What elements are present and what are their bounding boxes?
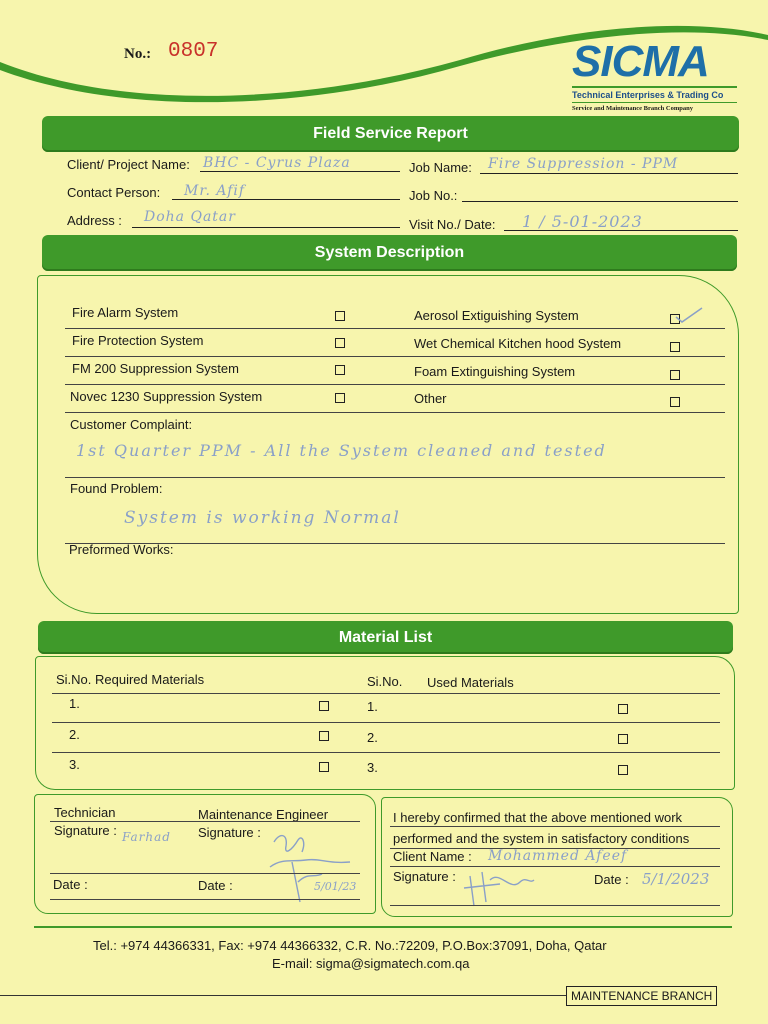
required-row-3: 3. [69,757,80,772]
technician-date-label: Date : [53,877,88,892]
contact-person-label: Contact Person: [67,185,161,200]
used-row-1-checkbox[interactable] [618,704,628,714]
visit-date-value: 1 / 5-01-2023 [522,212,643,231]
company-name: Technical Enterprises & Trading Co [572,90,724,100]
client-project-value: BHC - Cyrus Plaza [203,155,351,171]
used-sino-header: Si.No. [367,674,403,689]
confirmation-text-line-1: I hereby confirmed that the above mentioned work [393,810,683,825]
engineer-date-value: 5/01/23 [314,880,357,893]
contact-person-value: Mr. Afif [184,183,246,199]
address-label: Address : [67,213,122,228]
used-row-3-checkbox[interactable] [618,765,628,775]
required-row-2: 2. [69,727,80,742]
footer-email-line: E-mail: sigma@sigmatech.com.qa [272,956,470,971]
customer-complaint-label: Customer Complaint: [70,417,193,432]
fire-alarm-checkbox[interactable] [335,311,345,321]
fire-protection-label: Fire Protection System [72,333,204,348]
engineer-signature-label: Signature : [198,825,261,840]
client-name-value: Mohammed Afeef [488,848,628,864]
engineer-signature-scribble-icon [262,822,362,907]
found-problem-value: System is working Normal [124,508,401,528]
company-logo [572,37,737,120]
engineer-date-label: Date : [198,878,233,893]
used-row-1: 1. [367,699,378,714]
foam-checkbox[interactable] [670,370,680,380]
client-name-label: Client Name : [393,849,472,864]
used-materials-header: Used Materials [427,675,514,690]
used-row-2: 2. [367,730,378,745]
novec-label: Novec 1230 Suppression System [70,389,263,404]
required-row-1-checkbox[interactable] [319,701,329,711]
fm200-checkbox[interactable] [335,365,345,375]
job-name-label: Job Name: [409,160,472,175]
technician-label: Technician [54,805,116,820]
address-value: Doha Qatar [144,209,236,225]
required-materials-header: Si.No. Required Materials [56,672,205,687]
performed-works-label: Preformed Works: [69,542,174,557]
found-problem-label: Found Problem: [70,481,163,496]
used-row-3: 3. [367,760,378,775]
job-no-label: Job No.: [409,188,458,203]
job-name-value: Fire Suppression - PPM [488,156,679,172]
used-row-2-checkbox[interactable] [618,734,628,744]
client-project-label: Client/ Project Name: [67,157,190,172]
other-checkbox[interactable] [670,397,680,407]
fm200-label: FM 200 Suppression System [72,361,239,376]
technician-signature-label: Signature : [54,823,117,838]
system-description-title: System Description [42,235,737,271]
client-date-value: 5/1/2023 [642,870,710,888]
foam-label: Foam Extinguishing System [414,364,576,379]
required-row-2-checkbox[interactable] [319,731,329,741]
technician-signature-value: Farhad [122,830,171,844]
required-row-3-checkbox[interactable] [319,762,329,772]
aerosol-label: Aerosol Extiguishing System [414,308,579,323]
other-label: Other [414,391,447,406]
visit-date-label: Visit No./ Date: [409,217,496,232]
fire-protection-checkbox[interactable] [335,338,345,348]
footer-divider [34,926,732,928]
company-subtitle: Service and Maintenance Branch Company [572,105,693,112]
novec-checkbox[interactable] [335,393,345,403]
footer-contact-line: Tel.: +974 44366331, Fax: +974 44366332, C.R. No.:72209, P.O.Box:37091, Doha, Qatar [93,938,607,953]
client-signature-label: Signature : [393,869,456,884]
material-list-title: Material List [38,621,733,654]
fire-alarm-label: Fire Alarm System [72,305,179,320]
required-row-1: 1. [69,696,80,711]
maintenance-branch-badge: MAINTENANCE BRANCH [566,986,717,1006]
report-number-label: No.: [124,46,152,62]
wet-chemical-checkbox[interactable] [670,342,680,352]
logo-wordmark: SICMA [572,37,709,86]
client-date-label: Date : [594,872,629,887]
field-service-report-title: Field Service Report [42,116,739,152]
customer-complaint-value: 1st Quarter PPM - All the System cleaned and tested [76,441,607,460]
confirmation-text-line-2: performed and the system in satisfactory conditions [393,831,690,846]
aerosol-checkmark-icon [674,305,704,325]
maintenance-engineer-label: Maintenance Engineer [198,807,329,822]
report-number: 0807 [168,40,219,63]
wet-chemical-label: Wet Chemical Kitchen hood System [414,336,622,351]
